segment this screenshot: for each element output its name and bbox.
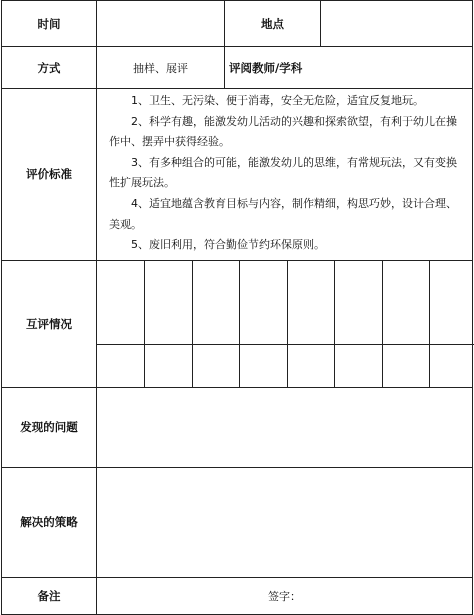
peer-grid-cell[interactable] [334, 261, 382, 345]
peer-grid-cell[interactable] [429, 345, 474, 387]
peer-grid-cell[interactable] [97, 345, 144, 387]
problems-label: 发现的问题 [2, 387, 97, 467]
strategy-label: 解决的策略 [2, 467, 97, 577]
location-label: 地点 [225, 1, 321, 47]
criteria-label: 评价标准 [2, 89, 97, 261]
peer-review-grid-cell [97, 260, 473, 387]
strategy-row [2, 467, 473, 577]
time-label: 时间 [2, 1, 97, 47]
criteria-item: 3、有多种组合的可能，能激发幼儿的思维，有常规玩法，又有变换性扩展玩法。 [109, 155, 457, 190]
criteria-item: 4、适宜地蕴含教育目标与内容，制作精细，构思巧妙，设计合理、美观。 [109, 196, 457, 231]
criteria-item: 1、卫生、无污染、便于消毒，安全无危险，适宜反复地玩。 [131, 94, 424, 107]
peer-grid-cell[interactable] [144, 261, 192, 345]
peer-grid-cell[interactable] [97, 261, 144, 345]
reviewer-label: 评阅教师/学科 [225, 47, 473, 89]
method-row [2, 47, 473, 89]
remarks-label: 备注 [2, 577, 97, 614]
peer-grid-cell[interactable] [239, 261, 287, 345]
peer-grid-cell[interactable] [287, 345, 334, 387]
criteria-row [2, 89, 473, 261]
peer-review-label: 互评情况 [2, 260, 97, 387]
peer-review-row [2, 260, 473, 387]
time-row [2, 1, 473, 47]
peer-grid-cell[interactable] [334, 345, 382, 387]
signature-field[interactable] [97, 577, 473, 614]
peer-grid-cell[interactable] [287, 261, 334, 345]
method-label: 方式 [2, 47, 97, 89]
peer-grid-cell[interactable] [382, 345, 429, 387]
criteria-list [97, 89, 473, 261]
peer-grid-cell[interactable] [429, 261, 474, 345]
peer-review-grid [97, 261, 474, 387]
signature-label: 签字： [268, 589, 301, 603]
strategy-content-cell[interactable] [97, 467, 473, 577]
location-value-cell[interactable] [321, 1, 473, 47]
peer-grid-cell[interactable] [192, 345, 239, 387]
peer-grid-cell[interactable] [144, 345, 192, 387]
problems-row [2, 387, 473, 467]
criteria-item: 2、科学有趣，能激发幼儿活动的兴趣和探索欲望，有利于幼儿在操作中、摆弄中获得经验。 [109, 114, 457, 149]
peer-grid-cell[interactable] [192, 261, 239, 345]
peer-grid-cell[interactable] [239, 345, 287, 387]
problems-content-cell[interactable] [97, 387, 473, 467]
evaluation-table [1, 0, 473, 615]
criteria-item: 5、废旧利用，符合勤俭节约环保原则。 [131, 238, 325, 252]
peer-grid-cell[interactable] [382, 261, 429, 345]
remarks-row [2, 577, 473, 614]
method-value: 抽样、展评 [97, 47, 225, 89]
time-value-cell[interactable] [97, 1, 225, 47]
